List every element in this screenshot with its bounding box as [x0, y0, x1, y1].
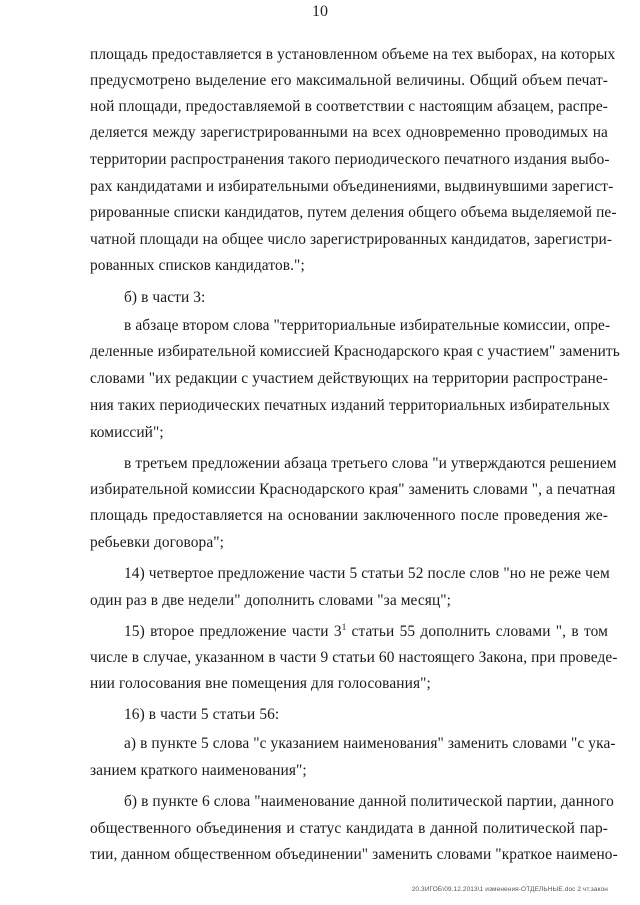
text-line: комиссий";	[90, 424, 164, 441]
text-fragment: статьи 55 дополнить словами ", в том	[346, 623, 608, 640]
text-line: 14) четвертое предложение части 5 статьи 52 после слов "но не реже чем	[124, 565, 610, 582]
text-line: словами "их редакции с участием действующих на территории распростране-	[90, 370, 608, 387]
document-footer: 20.3ИГОБ\09.12.2013\1 изменения-ОТДЕЛЬНЫЕ.doc 2 чт.закон	[411, 886, 608, 893]
page-number: 10	[312, 3, 328, 20]
text-line: б) в части 3:	[124, 289, 206, 306]
text-line	[124, 622, 608, 642]
text-line: избирательной комиссии Краснодарского края" заменить словами ", а печатная	[90, 481, 616, 498]
text-line: в абзаце втором слова "территориальные избирательные комиссии, опре-	[124, 317, 611, 334]
text-line: деленные избирательной комиссией Краснодарского края с участием" заменить	[90, 343, 620, 360]
superscript: 1	[341, 622, 347, 632]
text-line: предусмотрено выделение его максимальной величины. Общий объем печат-	[90, 72, 608, 89]
text-line: нии голосования вне помещения для голосования";	[90, 675, 431, 692]
text-line: ния таких периодических печатных изданий территориальных избирательных	[90, 397, 610, 414]
text-line: ной площади, предоставляемой в соответствии с настоящим абзацем, распре-	[90, 98, 608, 115]
text-line: деляется между зарегистрированными на всех одновременно проводимых на	[90, 124, 608, 141]
text-line: 16) в части 5 статьи 56:	[124, 706, 280, 723]
text-line: рированные списки кандидатов, путем деления общего объема выделяемой пе-	[90, 204, 617, 221]
text-line: общественного объединения и статус кандидата в данной политической пар-	[90, 820, 608, 837]
text-line: территории распространения такого периодического печатного издания выбо-	[90, 151, 610, 168]
text-line: занием краткого наименования";	[90, 762, 307, 779]
text-line: в третьем предложении абзаца третьего слова "и утверждаются решением	[124, 455, 617, 472]
text-line: один раз в две недели" дополнить словами "за месяц";	[90, 592, 452, 609]
text-line: а) в пункте 5 слова "с указанием наименования" заменить словами "с ука-	[124, 735, 616, 752]
text-line: рованных списков кандидатов.";	[90, 257, 305, 274]
text-line: чатной площади на общее число зарегистрированных кандидатов, зарегистри-	[90, 231, 613, 248]
text-line: площадь предоставляется на основании заключенного после проведения же-	[90, 507, 608, 524]
text-line: б) в пункте 6 слова "наименование данной политической партии, данного	[124, 793, 614, 810]
text-line: числе в случае, указанном в части 9 статьи 60 настоящего Закона, при проведе-	[90, 649, 618, 666]
text-fragment: 15) второе предложение части 3	[124, 623, 342, 640]
text-line: тии, данном общественном объединении" заменить словами "краткое наимено-	[90, 846, 618, 863]
text-line: ребьевки договора";	[90, 534, 225, 551]
text-line: рах кандидатами и избирательными объединениями, выдвинувшими зарегист-	[90, 178, 614, 195]
text-line: площадь предоставляется в установленном объеме на тех выборах, на которых	[90, 46, 616, 63]
